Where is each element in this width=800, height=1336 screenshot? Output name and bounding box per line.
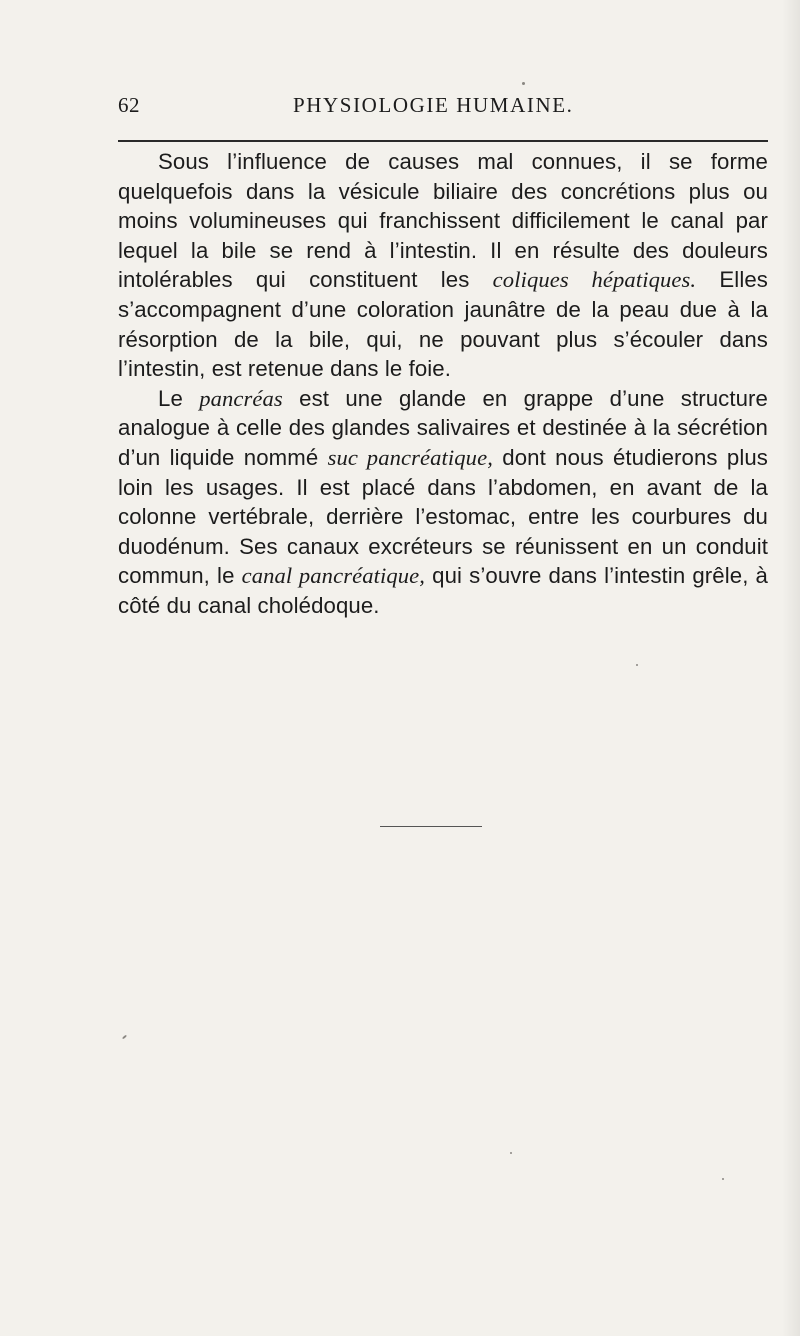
body-text — [118, 147, 768, 621]
paragraph-text: est une glande en grappe d’une structure analogue à celle des glandes salivaires et destinée à la sécrétion d’un liquide nommé — [118, 385, 768, 470]
italic-term-pancreas: pancréas — [199, 385, 283, 411]
italic-term-suc-pancreatique: suc pancréatique, — [327, 444, 493, 470]
italic-term-canal-pancreatique: canal pancréatique, — [241, 563, 426, 589]
paragraph-text: Le — [158, 385, 200, 411]
paragraph-text: Elles s’accompagnent d’une coloration jaunâtre de la peau due à la résorption de la bile, qui, ne pouvant plus s’écouler dans l’intestin, est retenue dans le foie. — [118, 267, 768, 382]
page-edge-shadow — [782, 0, 800, 1336]
paper-speck — [522, 82, 525, 85]
paragraph-biliary-colic — [118, 147, 768, 384]
paper-speck — [636, 664, 638, 666]
paper-speck — [510, 1152, 512, 1154]
paper-speck — [722, 1178, 724, 1180]
paragraph-pancreas — [118, 384, 768, 621]
section-end-rule — [380, 826, 482, 827]
paragraph-text: qui s’ouvre dans l’intestin grêle, à côté du canal cholédoque. — [118, 563, 768, 618]
page-header — [118, 93, 768, 133]
italic-term-coliques-hepatiques: coliques hépatiques. — [492, 267, 697, 293]
paragraph-text: dont nous étudierons plus loin les usages. Il est placé dans l’abdomen, en avant de la colonne vertébrale, derrière l’estomac, entre les courbures du duodénum. Ses canaux excréteurs se réunissent en un conduit commun, le — [118, 444, 768, 589]
header-rule — [118, 140, 768, 142]
paper-speck — [122, 1035, 127, 1040]
running-title: PHYSIOLOGIE HUMAINE. — [293, 93, 574, 117]
page-number: 62 — [118, 93, 140, 117]
paragraph-text: Sous l’influence de causes mal connues, il se forme quelquefois dans la vésicule biliaire des concrétions plus ou moins volumineuses qui franchissent difficilement le canal par lequel la bile se rend à l’intestin. Il en résulte des douleurs intolérables qui constituent les — [118, 149, 768, 293]
